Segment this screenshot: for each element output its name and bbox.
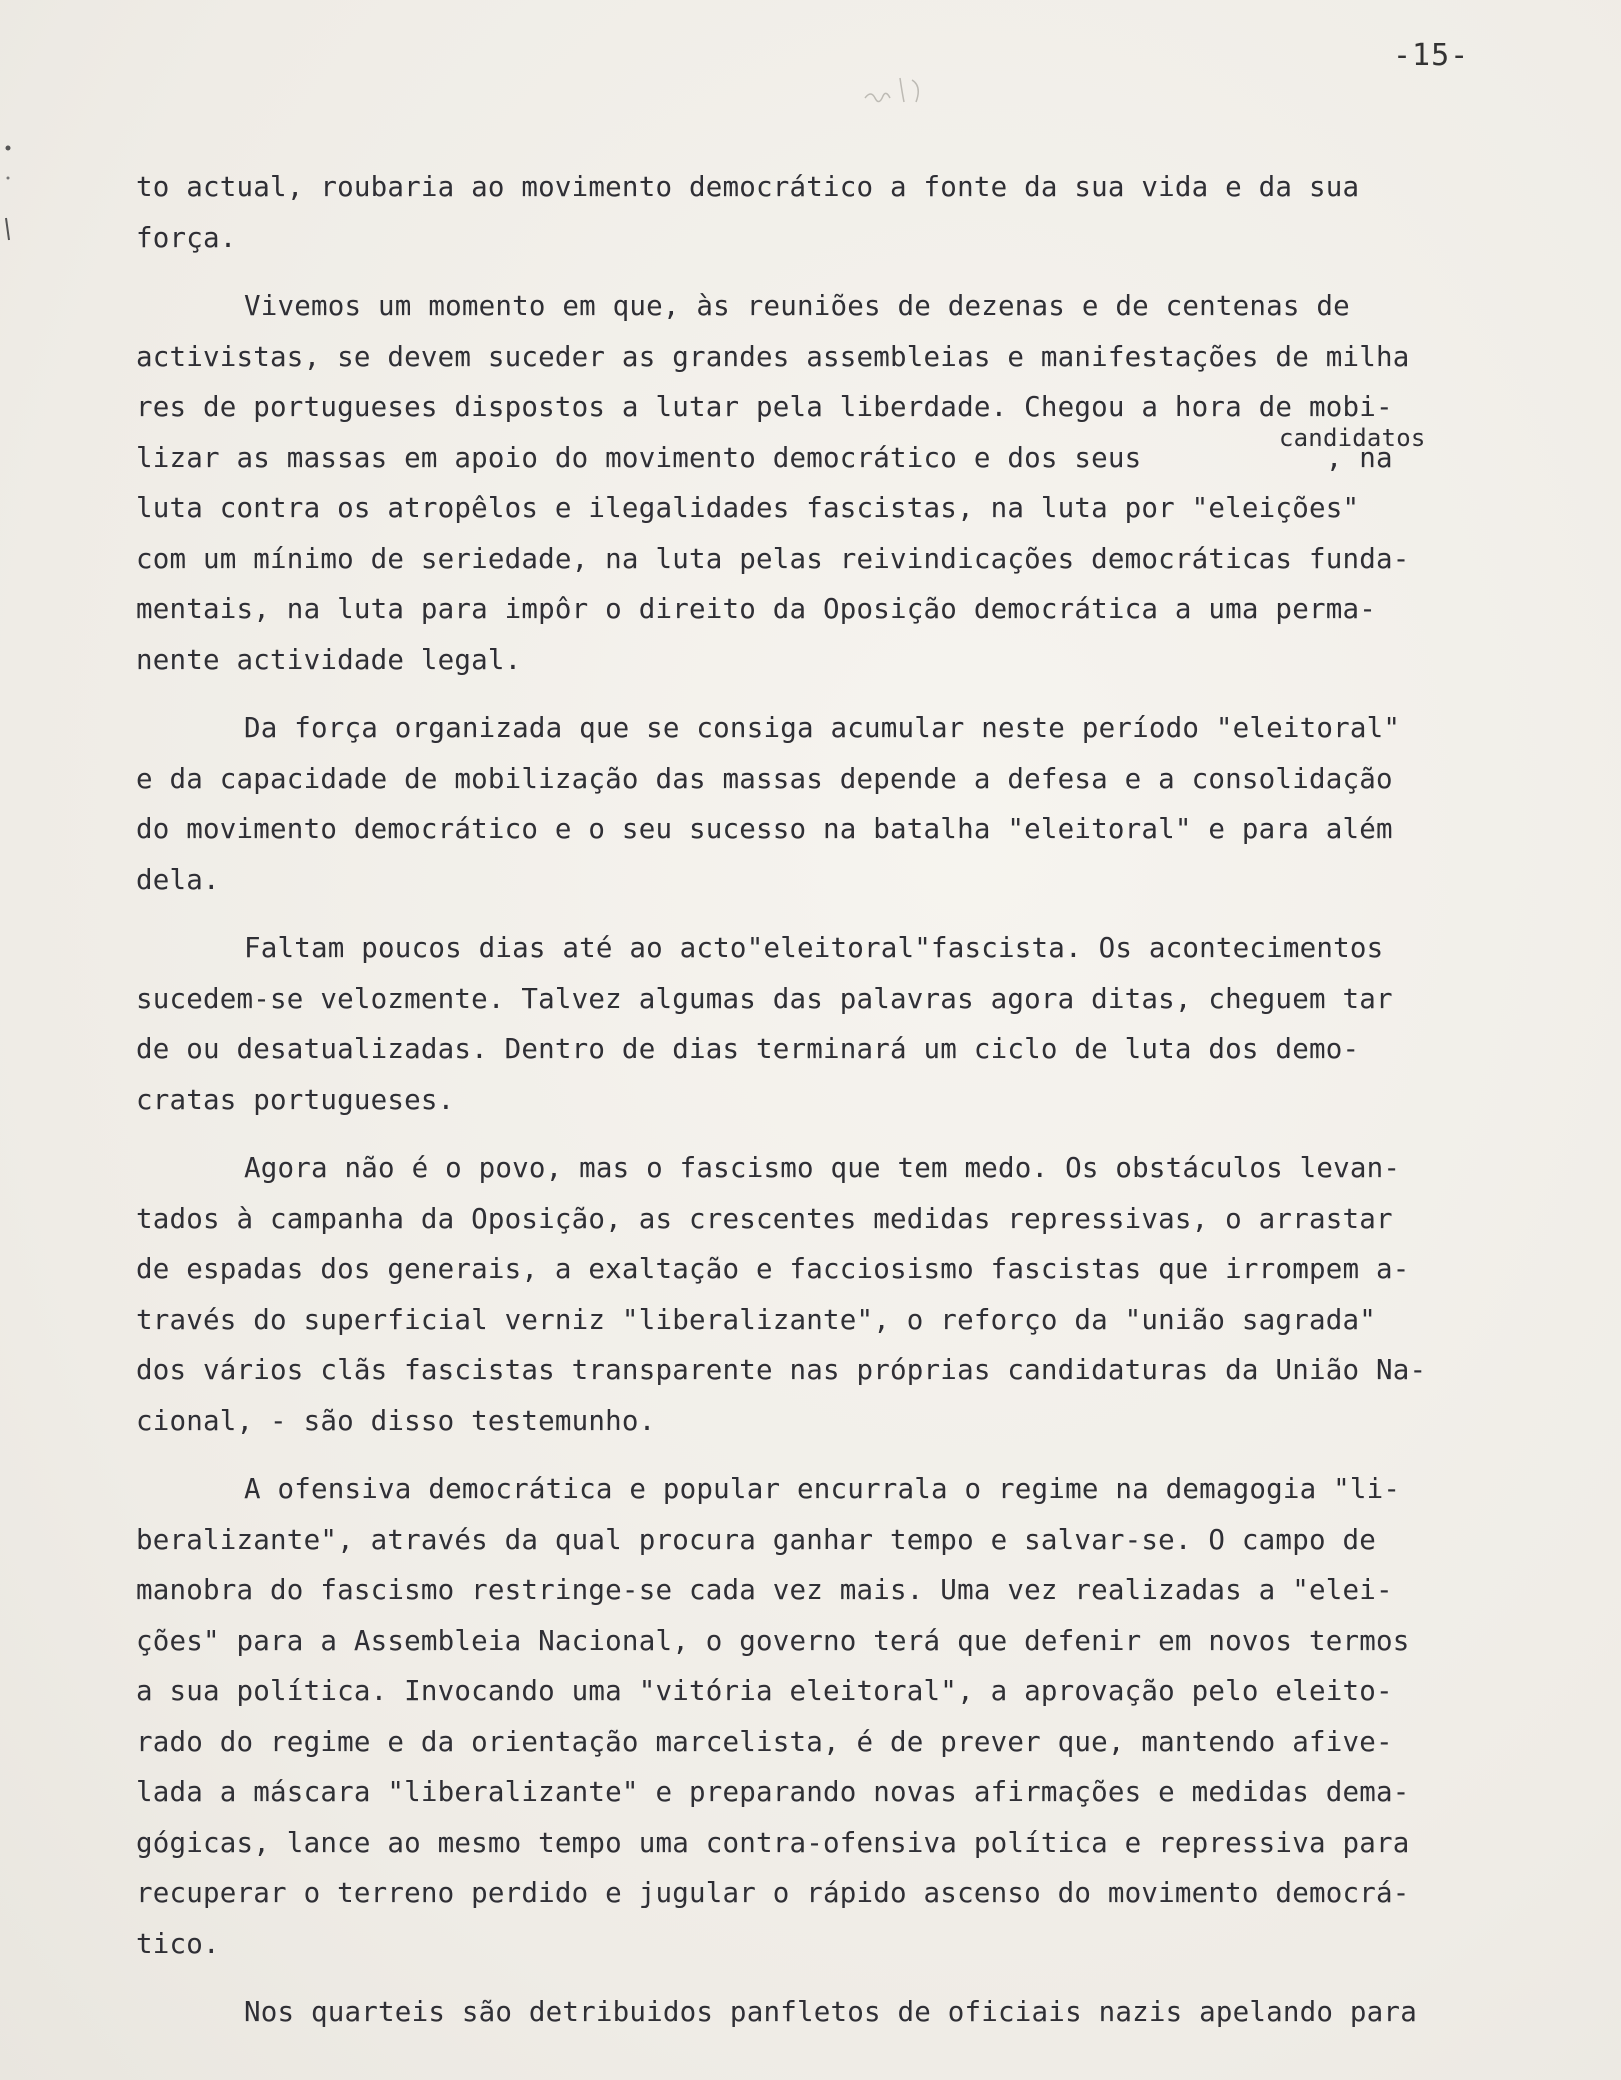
text-line: ções" para a Assembleia Nacional, o governo terá que defenir em novos termos bbox=[136, 1624, 1410, 1657]
text-line: gógicas, lance ao mesmo tempo uma contra-ofensiva política e repressiva para bbox=[136, 1826, 1410, 1859]
text-line: com um mínimo de seriedade, na luta pelas reivindicações democráticas funda- bbox=[136, 542, 1410, 575]
text-line: cratas portugueses. bbox=[136, 1083, 455, 1116]
text-line: recuperar o terreno perdido e jugular o rápido ascenso do movimento democrá- bbox=[136, 1877, 1410, 1909]
text-line: lada a máscara "liberalizante" e preparando novas afirmações e medidas dema- bbox=[136, 1776, 1410, 1808]
handwritten-insert: candidatos bbox=[1279, 423, 1426, 452]
paragraph bbox=[136, 162, 1566, 263]
handwritten-annotation bbox=[860, 70, 960, 110]
text-line: Nos quarteis são detribuidos panfletos de oficiais nazis apelando para bbox=[244, 1996, 1417, 2028]
text-line: Vivemos um momento em que, às reuniões de dezenas e de centenas de bbox=[244, 290, 1350, 322]
text-line: nente actividade legal. bbox=[136, 643, 522, 676]
body-text bbox=[136, 162, 1566, 2056]
text-line: dos vários clãs fascistas transparente nas próprias candidaturas da União Na- bbox=[136, 1354, 1427, 1386]
text-line: tico. bbox=[136, 1927, 220, 1960]
text-line: a sua política. Invocando uma "vitória eleitoral", a aprovação pelo eleito- bbox=[136, 1675, 1393, 1707]
text-line: sucedem-se velozmente. Talvez algumas das palavras agora ditas, cheguem tar bbox=[136, 982, 1393, 1015]
text-line: A ofensiva democrática e popular encurrala o regime na demagogia "li- bbox=[244, 1473, 1401, 1505]
paragraph bbox=[136, 1987, 1566, 2038]
paragraph bbox=[136, 923, 1566, 1125]
margin-mark bbox=[0, 140, 20, 260]
text-line: do movimento democrático e o seu sucesso na batalha "eleitoral" e para além bbox=[136, 813, 1393, 845]
text-line: res de portugueses dispostos a lutar pela liberdade. Chegou a hora de mobi- bbox=[136, 391, 1393, 423]
text-line: de espadas dos generais, a exaltação e facciosismo fascistas que irrompem a- bbox=[136, 1253, 1410, 1285]
text-line: e da capacidade de mobilização das massas depende a defesa e a consolidação bbox=[136, 762, 1393, 795]
paragraph bbox=[136, 703, 1566, 905]
text-line: través do superficial verniz "liberalizante", o reforço da "união sagrada" bbox=[136, 1303, 1376, 1336]
text-line: manobra do fascismo restringe-se cada vez mais. Uma vez realizadas a "elei- bbox=[136, 1574, 1393, 1606]
text-line: de ou desatualizadas. Dentro de dias terminará um ciclo de luta dos demo- bbox=[136, 1033, 1360, 1065]
paragraph bbox=[136, 1464, 1566, 1969]
text-line: Da força organizada que se consiga acumular neste período "eleitoral" bbox=[244, 712, 1401, 744]
text-line: cional, - são disso testemunho. bbox=[136, 1404, 656, 1437]
text-line: beralizante", através da qual procura ganhar tempo e salvar-se. O campo de bbox=[136, 1523, 1376, 1556]
text-line: Faltam poucos dias até ao acto"eleitoral"fascista. Os acontecimentos bbox=[244, 932, 1384, 964]
text-line: rado do regime e da orientação marcelista, é de prever que, mantendo afive- bbox=[136, 1725, 1393, 1758]
text-line-with-insert bbox=[136, 423, 1566, 484]
text-line: dela. bbox=[136, 863, 220, 896]
paragraph bbox=[136, 281, 1566, 685]
text-line: mentais, na luta para impôr o direito da Oposição democrática a uma perma- bbox=[136, 593, 1376, 625]
text-line: luta contra os atropêlos e ilegalidades fascistas, na luta por "eleições" bbox=[136, 492, 1360, 524]
text-line: to actual, roubaria ao movimento democrático a fonte da sua vida e da sua bbox=[136, 171, 1360, 203]
page-number: -15- bbox=[1393, 38, 1470, 73]
text-line: tados à campanha da Oposição, as crescentes medidas repressivas, o arrastar bbox=[136, 1202, 1393, 1235]
text-line: força. bbox=[136, 221, 237, 254]
text-line: lizar as massas em apoio do movimento democrático e dos seus , na bbox=[136, 441, 1393, 474]
text-line: Agora não é o povo, mas o fascismo que tem medo. Os obstáculos levan- bbox=[244, 1152, 1401, 1184]
paragraph bbox=[136, 1143, 1566, 1446]
text-line: activistas, se devem suceder as grandes assembleias e manifestações de milha bbox=[136, 340, 1410, 373]
